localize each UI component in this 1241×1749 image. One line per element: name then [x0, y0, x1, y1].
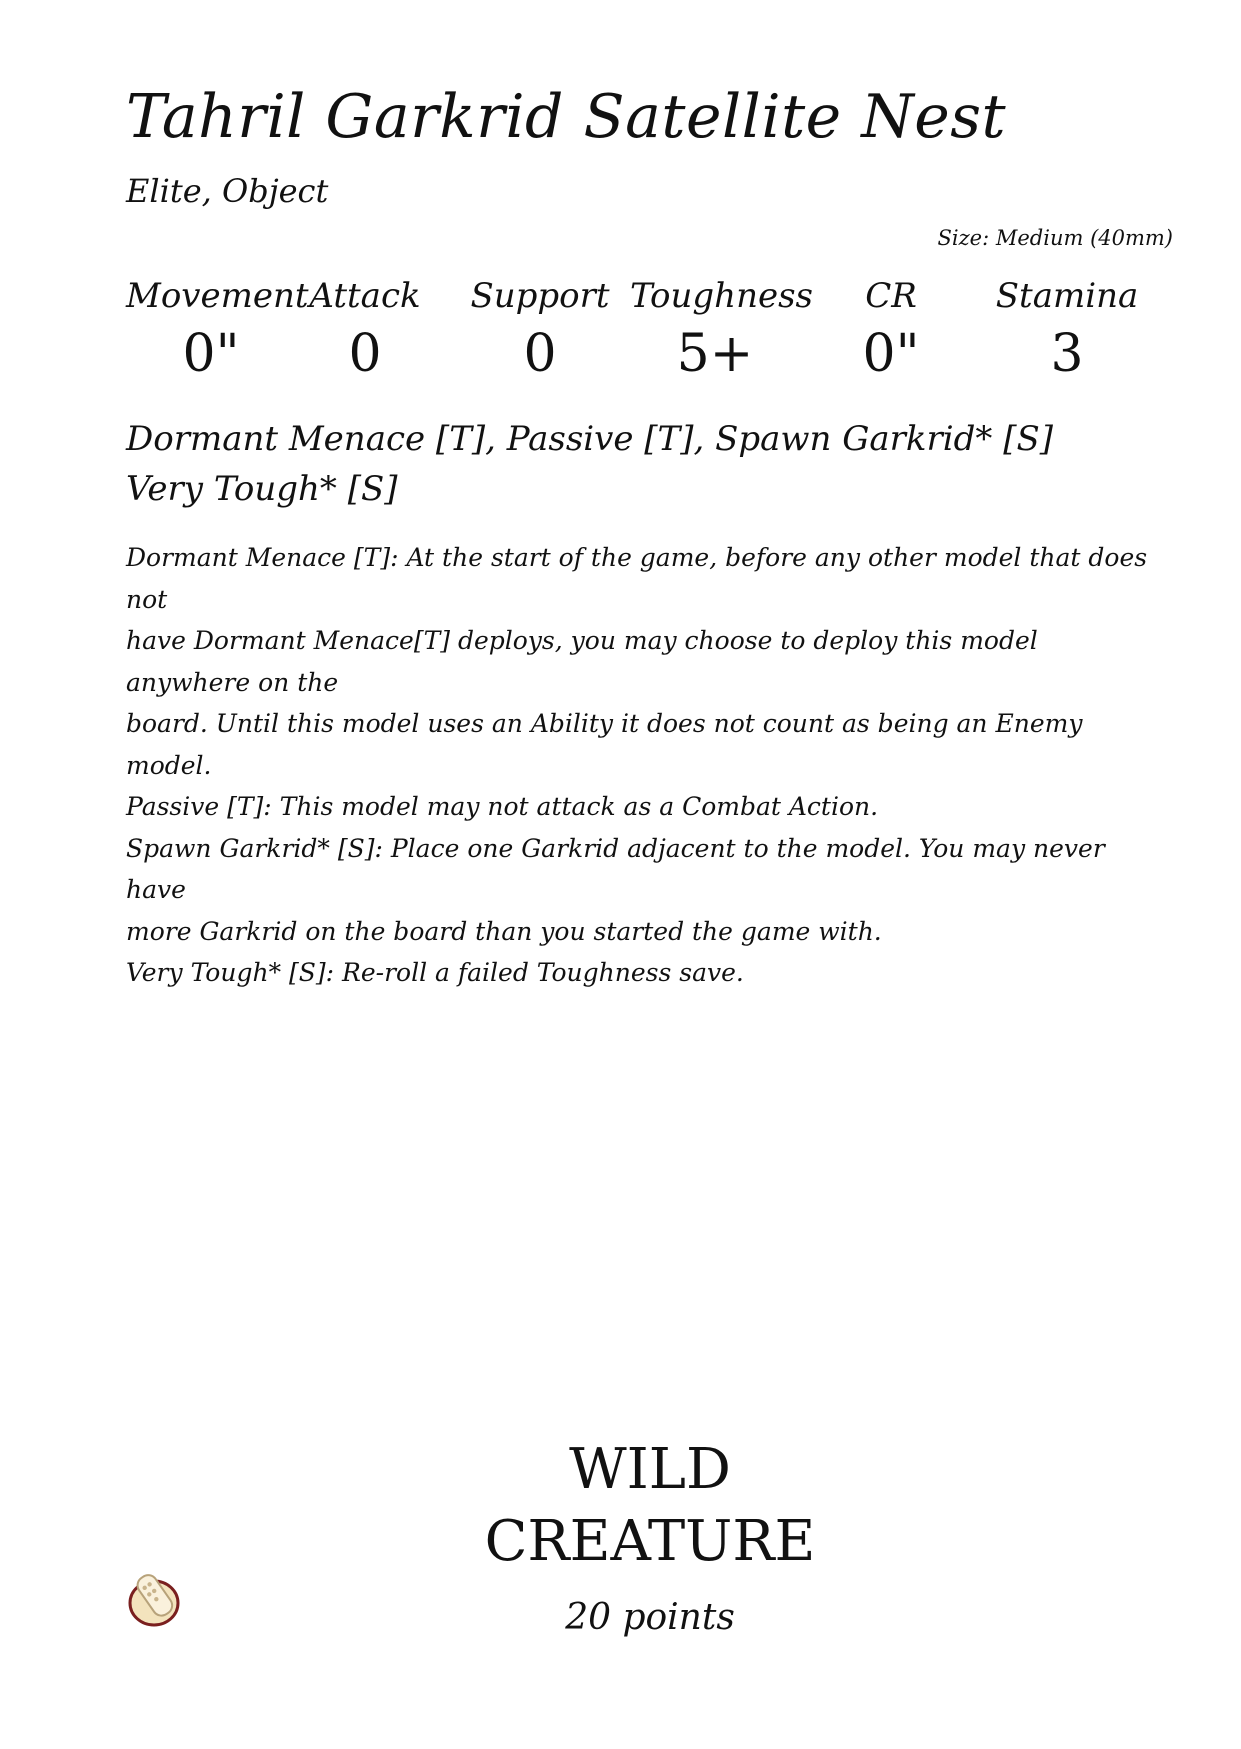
- stat-toughness: [630, 276, 813, 385]
- stat-attack: [280, 276, 450, 385]
- stat-value: 0": [862, 323, 920, 384]
- stat-value: 0: [523, 323, 557, 384]
- card-title: Tahril Garkrid Satellite Nest: [126, 82, 1007, 152]
- stat-value: 5+: [676, 323, 754, 384]
- stat-value: 0": [182, 323, 240, 384]
- keyword-list: [126, 414, 1053, 514]
- rule-line: Very Tough* [S]: Re-roll a failed Toughness save.: [126, 958, 744, 987]
- stat-label: Attack: [309, 276, 421, 316]
- stat-value: 0: [348, 323, 382, 384]
- stat-support: [455, 276, 625, 385]
- stat-cr: [806, 276, 976, 385]
- rule-line: Spawn Garkrid* [S]: Place one Garkrid adjacent to the model. You may never have: [126, 833, 1105, 904]
- stat-label: Stamina: [995, 276, 1139, 316]
- rule-line: Passive [T]: This model may not attack as a Combat Action.: [126, 792, 879, 821]
- stat-stamina: [982, 276, 1152, 385]
- hand-emblem-icon: [124, 1565, 188, 1629]
- rule-line: Dormant Menace [T]: At the start of the game, before any other model that does not: [126, 543, 1148, 614]
- stat-label: Toughness: [630, 276, 813, 316]
- stat-label: Movement: [126, 276, 309, 316]
- rule-line: more Garkrid on the board than you started the game with.: [126, 916, 882, 946]
- stat-label: Support: [470, 276, 610, 316]
- model-size: Size: Medium (40mm): [937, 226, 1173, 250]
- stat-value: 3: [1050, 323, 1084, 384]
- keyword-line: Very Tough* [S]: [126, 469, 398, 509]
- keyword-line: Dormant Menace [T], Passive [T], Spawn Garkrid* [S]: [126, 419, 1054, 459]
- rule-line: board. Until this model uses an Ability it does not count as being an Enemy model.: [126, 709, 1083, 780]
- points-cost: 20 points: [565, 1597, 735, 1638]
- rule-line: have Dormant Menace[T] deploys, you may choose to deploy this model anywhere on the: [126, 626, 1038, 697]
- faction-name-line2: CREATURE: [484, 1509, 816, 1574]
- rules-text: [126, 537, 1156, 994]
- faction-name-line1: WILD: [569, 1437, 731, 1502]
- card-subtitle: Elite, Object: [126, 172, 329, 210]
- stat-movement: [126, 276, 309, 385]
- stat-label: CR: [865, 276, 917, 316]
